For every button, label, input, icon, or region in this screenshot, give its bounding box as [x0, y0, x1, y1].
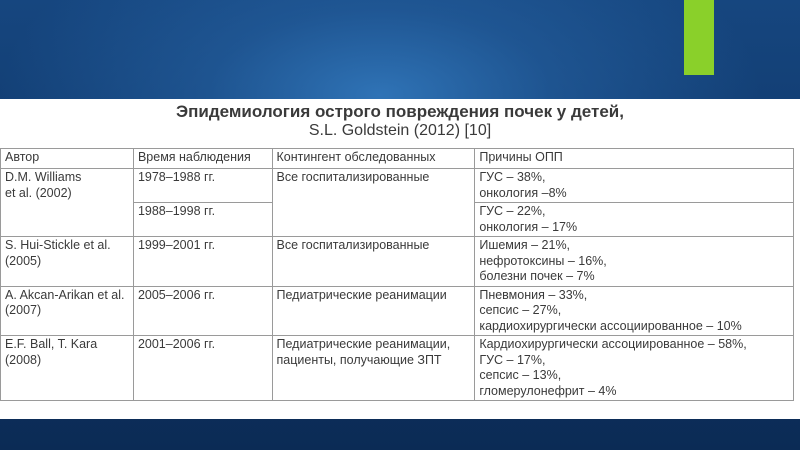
cause-line: Ишемия – 21%,	[479, 238, 571, 252]
period-text: 2005–2006 гг.	[137, 287, 216, 302]
cause-line: онкология –8%	[479, 185, 567, 200]
period-text: 2001–2006 гг.	[137, 337, 216, 351]
cell-period	[133, 203, 272, 237]
author-line: S. Hui-Stickle et al.	[5, 238, 111, 252]
slide-content	[0, 99, 800, 419]
header-period: Время наблюдения	[133, 149, 272, 169]
table-row	[1, 169, 794, 203]
epidemiology-table	[0, 148, 794, 401]
cell-causes	[475, 286, 794, 336]
cause-line: сепсис – 13%,	[479, 368, 562, 382]
cell-causes	[475, 203, 794, 237]
cohort-line: Педиатрические реанимации	[276, 287, 447, 302]
cause-line: Кардиохирургически ассоциированное – 58%,	[479, 337, 747, 351]
author-line: (2007)	[5, 303, 42, 317]
cause-line: болезни почек – 7%	[479, 269, 595, 283]
table-row	[1, 237, 794, 287]
cell-causes	[475, 169, 794, 203]
author-line: et al. (2002)	[5, 185, 72, 200]
header-causes: Причины ОПП	[475, 149, 794, 169]
cell-author	[1, 336, 134, 401]
cell-cohort	[272, 169, 475, 237]
cohort-line: Все госпитализированные	[276, 238, 430, 252]
cell-period	[133, 169, 272, 203]
cell-author	[1, 237, 134, 287]
cohort-line: Все госпитализированные	[276, 170, 430, 184]
table-row	[1, 336, 794, 401]
author-line: D.M. Williams	[5, 170, 82, 184]
table-row	[1, 286, 794, 336]
table-header-row	[1, 149, 794, 169]
cell-cohort	[272, 237, 475, 287]
cause-line: гломерулонефрит – 4%	[479, 383, 617, 398]
cell-author	[1, 169, 134, 237]
cell-period	[133, 237, 272, 287]
cell-cohort	[272, 286, 475, 336]
period-text: 1988–1998 гг.	[137, 204, 216, 218]
cell-causes	[475, 237, 794, 287]
cell-author	[1, 286, 134, 336]
author-line: (2005)	[5, 253, 42, 268]
cell-cohort	[272, 336, 475, 401]
cause-line: кардиохирургически ассоциированное – 10%	[479, 318, 742, 333]
author-line: A. Akcan-Arikan et al.	[5, 287, 125, 302]
cell-causes	[475, 336, 794, 401]
cause-line: онкология – 17%	[479, 219, 578, 234]
author-line: E.F. Ball, T. Kara	[5, 337, 98, 351]
cell-period	[133, 286, 272, 336]
cause-line: ГУС – 38%,	[479, 170, 546, 184]
cause-line: ГУС – 22%,	[479, 204, 546, 218]
cause-line: нефротоксины – 16%,	[479, 253, 607, 268]
title-line-2: S.L. Goldstein (2012) [10]	[308, 122, 492, 139]
cause-line: Пневмония – 33%,	[479, 287, 588, 302]
period-text: 1999–2001 гг.	[137, 238, 216, 252]
cell-period	[133, 336, 272, 401]
cohort-line: пациенты, получающие ЗПТ	[276, 352, 442, 367]
title-line-1: Эпидемиология острого повреждения почек у детей,	[176, 102, 624, 121]
author-line: (2008)	[5, 352, 42, 367]
cohort-line: Педиатрические реанимации,	[276, 337, 451, 351]
cause-line: ГУС – 17%,	[479, 352, 546, 367]
cause-line: сепсис – 27%,	[479, 303, 562, 317]
accent-bar	[684, 0, 714, 75]
period-text: 1978–1988 гг.	[137, 170, 216, 184]
header-author: Автор	[1, 149, 134, 169]
header-cohort: Контингент обследованных	[272, 149, 475, 169]
